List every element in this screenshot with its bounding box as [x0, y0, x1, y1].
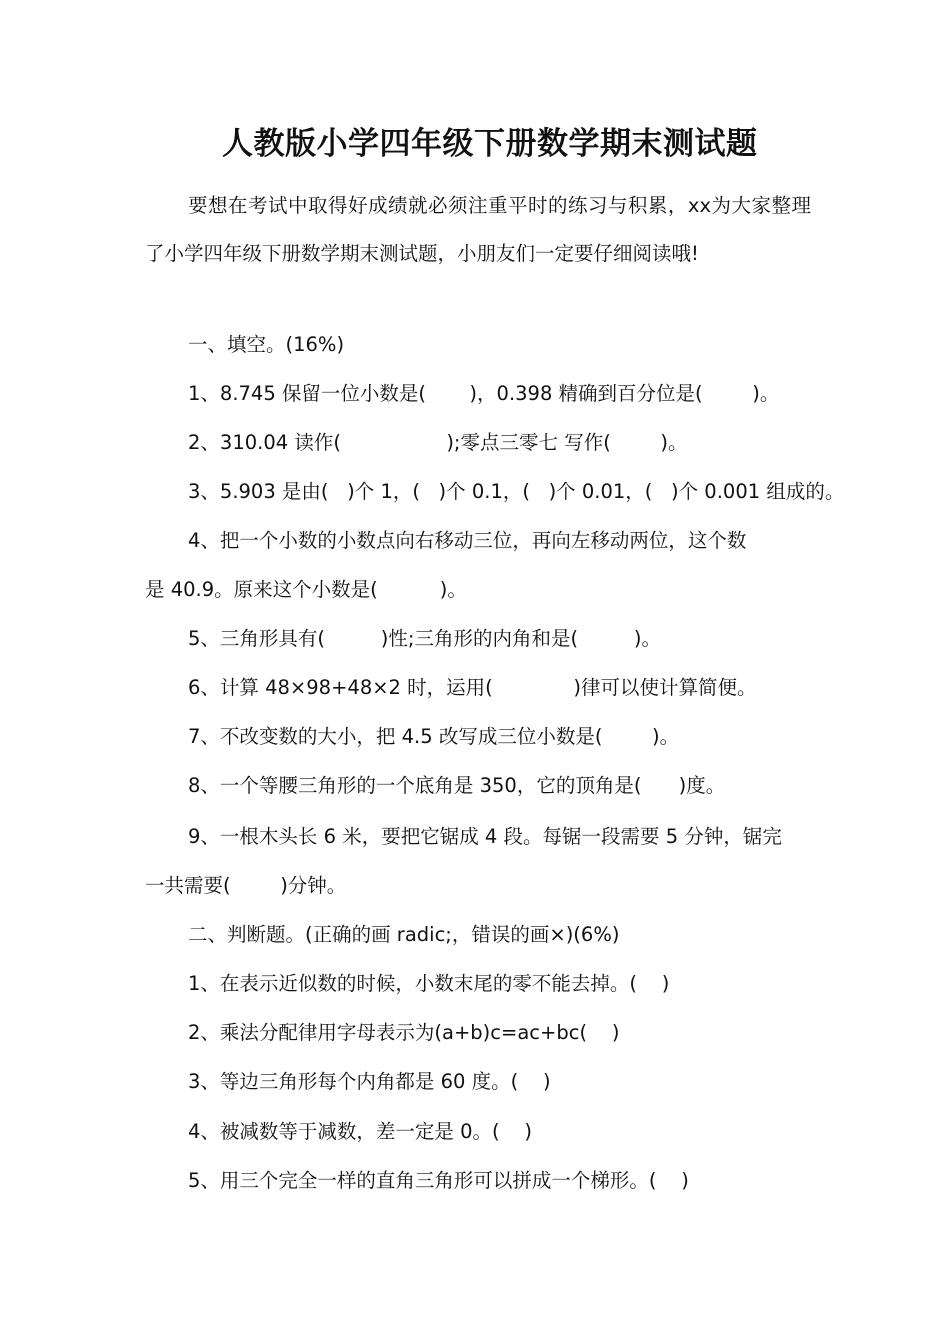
fill-question-2: 2、310.04 读作( );零点三零七 写作( )。 — [188, 431, 688, 454]
section2-heading: 二、判断题。(正确的画 radic;，错误的画×)(6%) — [188, 923, 620, 946]
fill-question-9-line2: 一共需要( )分钟。 — [145, 874, 347, 897]
fill-question-8: 8、一个等腰三角形的一个底角是 350，它的顶角是( )度。 — [188, 774, 726, 797]
judge-question-2: 2、乘法分配律用字母表示为(a+b)c=ac+bc( ) — [188, 1021, 620, 1044]
fill-question-1: 1、8.745 保留一位小数是( )，0.398 精确到百分位是( )。 — [188, 382, 780, 405]
judge-question-5: 5、用三个完全一样的直角三角形可以拼成一个梯形。( ) — [188, 1169, 689, 1192]
fill-question-3: 3、5.903 是由( )个 1，( )个 0.1，( )个 0.01，( )个 0.001 组成的。 — [188, 480, 845, 503]
judge-question-3: 3、等边三角形每个内角都是 60 度。( ) — [188, 1070, 551, 1093]
document-title: 人教版小学四年级下册数学期末测试题 — [222, 126, 758, 162]
section1-heading: 一、填空。(16%) — [188, 333, 345, 356]
fill-question-7: 7、不改变数的大小，把 4.5 改写成三位小数是( )。 — [188, 725, 680, 748]
judge-question-1: 1、在表示近似数的时候，小数末尾的零不能去掉。( ) — [188, 972, 670, 995]
fill-question-4-line2: 是 40.9。原来这个小数是( )。 — [145, 578, 467, 601]
judge-question-4: 4、被减数等于减数，差一定是 0。( ) — [188, 1120, 533, 1143]
intro-paragraph: 要想在考试中取得好成绩就必须注重平时的练习与积累，xx为大家整理了小学四年级下册数学期末测试题，小朋友们一定要仔细阅读哦! — [145, 194, 811, 265]
fill-question-5: 5、三角形具有( )性;三角形的内角和是( )。 — [188, 627, 661, 650]
fill-question-6: 6、计算 48×98+48×2 时，运用( )律可以使计算简便。 — [188, 676, 757, 699]
fill-question-4-line1: 4、把一个小数的小数点向右移动三位，再向左移动两位，这个数 — [188, 529, 747, 552]
fill-question-9-line1: 9、一根木头长 6 米，要把它锯成 4 段。每锯一段需要 5 分钟，锯完 — [188, 825, 782, 848]
